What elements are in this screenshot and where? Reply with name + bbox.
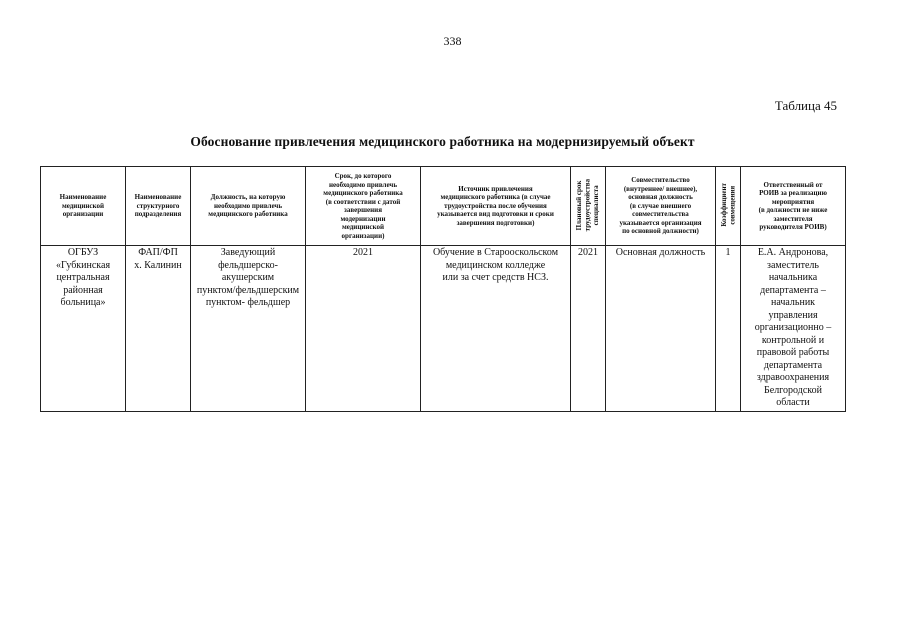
table-label: Таблица 45 xyxy=(774,98,837,113)
header-responsible: Ответственный от РОИВ за реализацию мероприятия (в должности не ниже заместителя руководителя РОИВ) xyxy=(741,167,846,246)
cell-organization: ОГБУЗ «Губкинская центральная районная больница» xyxy=(41,246,126,412)
cell-source: Обучение в Старооскольском медицинском колледже или за счет средств НСЗ. xyxy=(421,246,571,412)
document-title: Обоснование привлечения медицинского работника на модернизируемый объект xyxy=(190,134,695,149)
header-combination: Совместительство (внутреннее/ внешнее), основная должность (в случае внешнего совместительства указывается организация по основной должности) xyxy=(606,167,716,246)
cell-deadline: 2021 xyxy=(306,246,421,412)
header-planned-date: Плановый срок трудоустройства специалиста xyxy=(571,167,606,246)
cell-coefficient: 1 xyxy=(716,246,741,412)
header-row xyxy=(41,167,846,246)
cell-combination: Основная должность xyxy=(606,246,716,412)
header-source: Источник привлечения медицинского работника (в случае трудоустройства после обучения указывается вид подготовки и сроки завершения подготовки) xyxy=(421,167,571,246)
cell-planned-date: 2021 xyxy=(571,246,606,412)
justification-table xyxy=(40,166,846,412)
header-deadline: Срок, до которого необходимо привлечь медицинского работника (в соответствии с датой завершения модернизации медицинской организации) xyxy=(306,167,421,246)
cell-position: Заведующий фельдшерско- акушерским пунктом/фельдшерским пунктом- фельдшер xyxy=(191,246,306,412)
table-row xyxy=(41,246,846,412)
cell-department: ФАП/ФП х. Калинин xyxy=(126,246,191,412)
header-organization: Наименование медицинской организации xyxy=(41,167,126,246)
header-position: Должность, на которую необходимо привлечь медицинского работника xyxy=(191,167,306,246)
cell-responsible: Е.А. Андронова, заместитель начальника департамента – начальник управления организационно – контрольной и правовой работы департамента здравоохранения Белгородской области xyxy=(741,246,846,412)
header-department: Наименование структурного подразделения xyxy=(126,167,191,246)
header-coefficient: Коэффициент совмещения xyxy=(716,167,741,246)
page-number: 338 xyxy=(443,34,462,48)
